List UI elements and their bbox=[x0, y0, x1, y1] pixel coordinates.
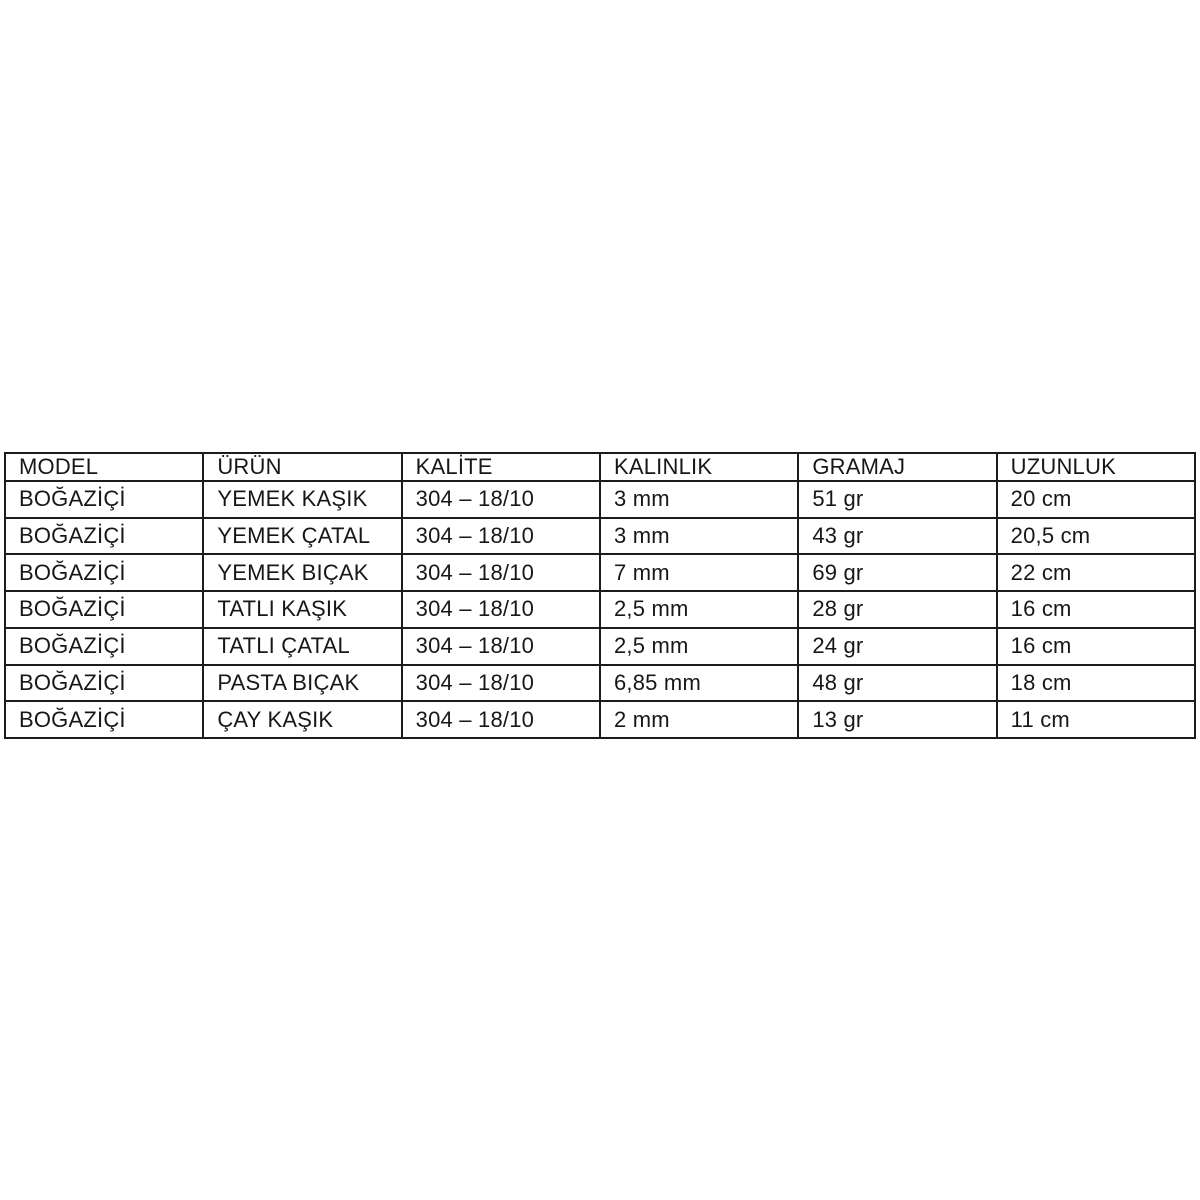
header-cell: MODEL bbox=[5, 453, 203, 481]
table-cell: BOĞAZİÇİ bbox=[5, 481, 203, 518]
table-cell: YEMEK ÇATAL bbox=[203, 518, 401, 555]
table-cell: 22 cm bbox=[997, 554, 1195, 591]
table-cell: 18 cm bbox=[997, 665, 1195, 702]
table-row bbox=[5, 701, 1195, 738]
table-row bbox=[5, 591, 1195, 628]
table-cell: 43 gr bbox=[798, 518, 996, 555]
table-cell: 2,5 mm bbox=[600, 628, 798, 665]
table-cell: BOĞAZİÇİ bbox=[5, 554, 203, 591]
table-body bbox=[5, 481, 1195, 738]
table-row bbox=[5, 665, 1195, 702]
header-cell: KALİTE bbox=[402, 453, 600, 481]
table-cell: 6,85 mm bbox=[600, 665, 798, 702]
table-cell: 13 gr bbox=[798, 701, 996, 738]
header-cell: UZUNLUK bbox=[997, 453, 1195, 481]
table-cell: 3 mm bbox=[600, 518, 798, 555]
table-cell: YEMEK KAŞIK bbox=[203, 481, 401, 518]
table-cell: ÇAY KAŞIK bbox=[203, 701, 401, 738]
table-cell: 304 – 18/10 bbox=[402, 665, 600, 702]
table-cell: YEMEK BIÇAK bbox=[203, 554, 401, 591]
table-cell: BOĞAZİÇİ bbox=[5, 628, 203, 665]
table-cell: 24 gr bbox=[798, 628, 996, 665]
header-cell: GRAMAJ bbox=[798, 453, 996, 481]
table-cell: BOĞAZİÇİ bbox=[5, 665, 203, 702]
table-cell: TATLI KAŞIK bbox=[203, 591, 401, 628]
table-cell: BOĞAZİÇİ bbox=[5, 701, 203, 738]
table-cell: 28 gr bbox=[798, 591, 996, 628]
table-cell: 3 mm bbox=[600, 481, 798, 518]
header-cell: ÜRÜN bbox=[203, 453, 401, 481]
table-cell: 2,5 mm bbox=[600, 591, 798, 628]
table-header bbox=[5, 453, 1195, 481]
product-spec-table bbox=[4, 452, 1196, 739]
table-cell: TATLI ÇATAL bbox=[203, 628, 401, 665]
table-row bbox=[5, 554, 1195, 591]
header-row bbox=[5, 453, 1195, 481]
table-cell: 16 cm bbox=[997, 628, 1195, 665]
table-cell: PASTA BIÇAK bbox=[203, 665, 401, 702]
table-cell: BOĞAZİÇİ bbox=[5, 591, 203, 628]
table-cell: 11 cm bbox=[997, 701, 1195, 738]
table-cell: 20,5 cm bbox=[997, 518, 1195, 555]
table-cell: 20 cm bbox=[997, 481, 1195, 518]
table-cell: 16 cm bbox=[997, 591, 1195, 628]
table-cell: 7 mm bbox=[600, 554, 798, 591]
table-cell: 48 gr bbox=[798, 665, 996, 702]
table-cell: 304 – 18/10 bbox=[402, 554, 600, 591]
header-cell: KALINLIK bbox=[600, 453, 798, 481]
table-row bbox=[5, 481, 1195, 518]
table-cell: 304 – 18/10 bbox=[402, 518, 600, 555]
table-cell: 304 – 18/10 bbox=[402, 628, 600, 665]
table-cell: 69 gr bbox=[798, 554, 996, 591]
table-cell: 2 mm bbox=[600, 701, 798, 738]
table-cell: 304 – 18/10 bbox=[402, 481, 600, 518]
table-cell: 304 – 18/10 bbox=[402, 701, 600, 738]
table-row bbox=[5, 518, 1195, 555]
table-cell: BOĞAZİÇİ bbox=[5, 518, 203, 555]
table-row bbox=[5, 628, 1195, 665]
table-cell: 304 – 18/10 bbox=[402, 591, 600, 628]
table-cell: 51 gr bbox=[798, 481, 996, 518]
